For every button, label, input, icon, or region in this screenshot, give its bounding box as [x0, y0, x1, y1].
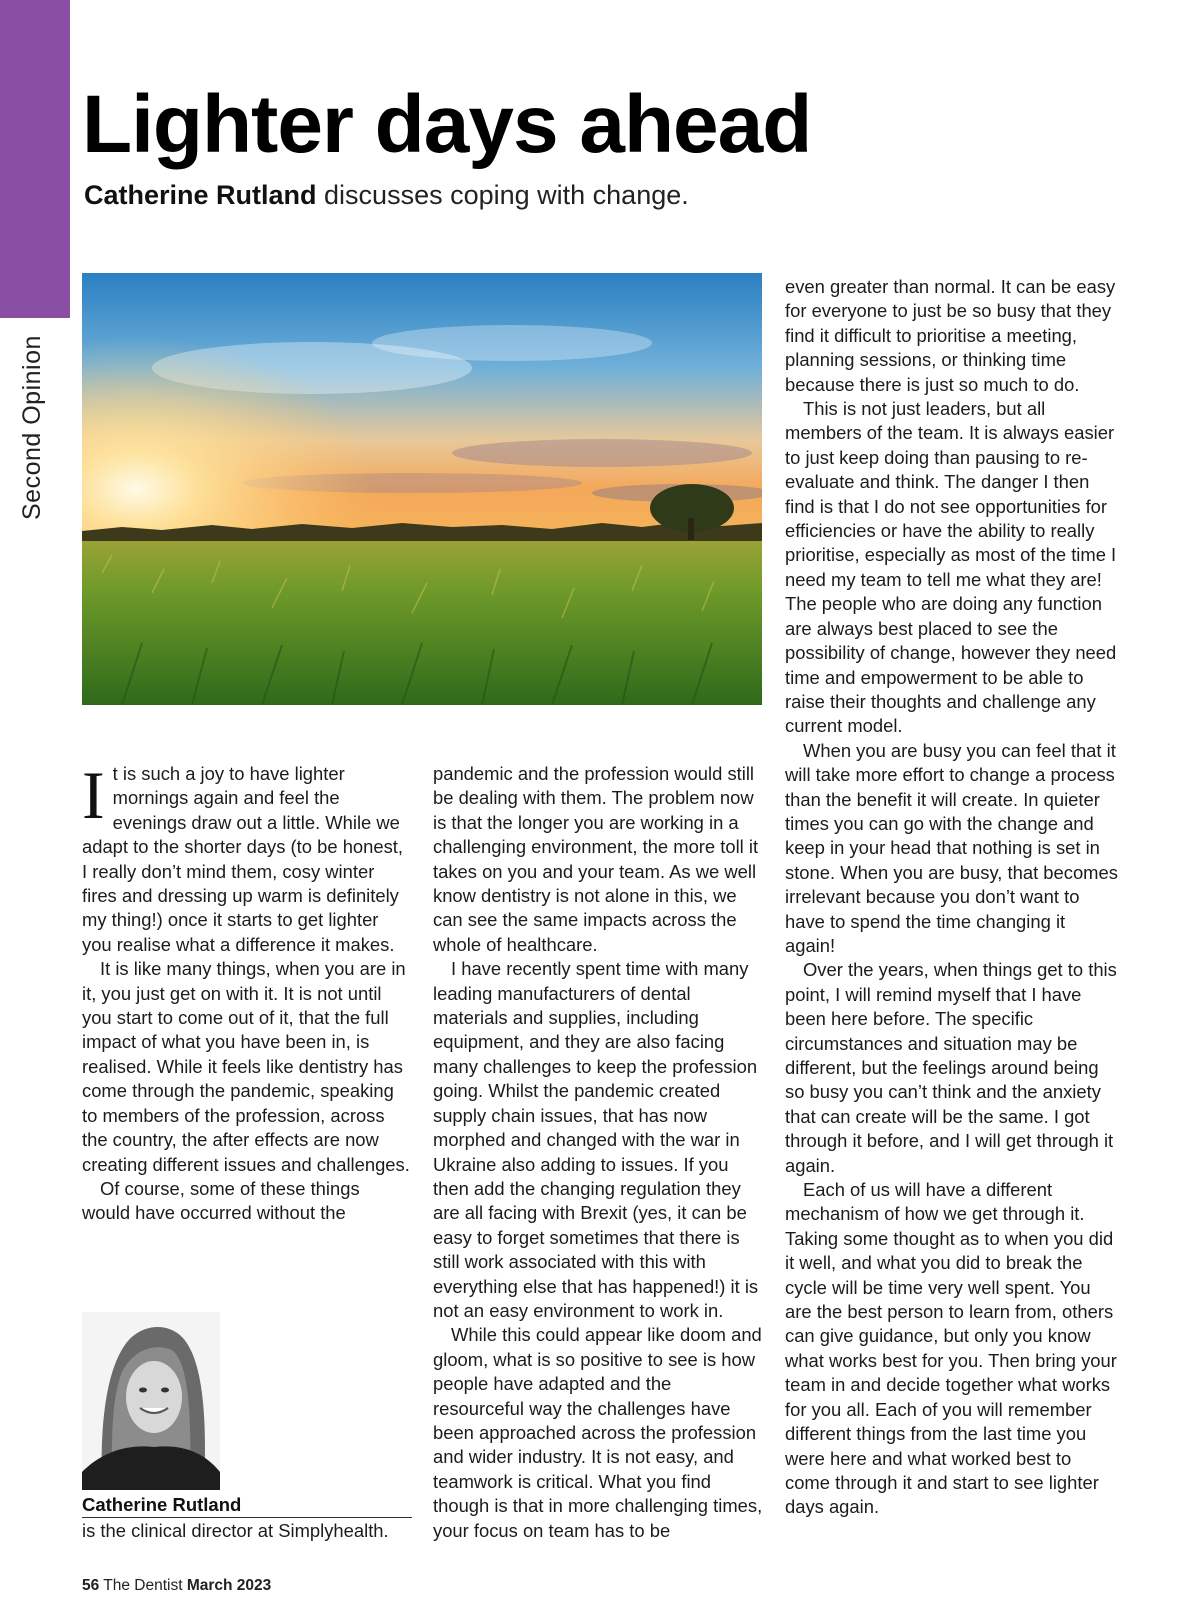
- section-label: Second Opinion: [18, 335, 46, 520]
- hero-image: [82, 273, 762, 705]
- author-portrait: [82, 1312, 220, 1490]
- standfirst-text: discusses coping with change.: [316, 180, 689, 210]
- paragraph: [82, 757, 410, 957]
- publication-name: The Dentist: [99, 1577, 187, 1594]
- bio-text: is the clinical director at Simplyhealth.: [82, 1520, 389, 1541]
- paragraph: This is not just leaders, but all members of the team. It is always easier to just keep doing than pausing to re-evaluate and think. The danger I then find is that I do not see opportunities for efficiencies or have the ability to really prioritise, especially as most of the time I need my team to tell me what they are! The people who are doing any function are always best placed to see the possibility of change, however they need time and empowerment to be able to raise their thoughts and challenge any current model.: [785, 398, 1117, 737]
- paragraph: It is like many things, when you are in it, you just get on with it. It is not until you start to come out of it, that the full impact of what you have been in, is realised. While it feels like dentistry has come through the pandemic, speaking to members of the profession, across the country, the after effects are now creating different issues and challenges.: [82, 958, 410, 1175]
- standfirst: [84, 180, 689, 211]
- paragraph: Of course, some of these things would have occurred without the: [82, 1177, 360, 1224]
- bio-name: Catherine Rutland: [82, 1494, 412, 1518]
- paragraph: even greater than normal. It can be easy for everyone to just be so busy that they find it difficult to prioritise a meeting, planning sessions, or thinking time because there is just so much to do.: [785, 276, 1116, 395]
- standfirst-author: Catherine Rutland: [84, 180, 317, 210]
- paragraph: Each of us will have a different mechanism of how we get through it. Taking some thought as to when you did it well, and what you did to break the cycle will be time very well spent. You are the best person to learn from, others can give guidance, but only you know what works best for you. Then bring your team in and decide together what works for you all. Each of you will remember different things from the last time you were here and what worked best to come through it and start to see lighter days again.: [785, 1179, 1117, 1518]
- drop-cap: I: [82, 757, 105, 833]
- paragraph: Over the years, when things get to this point, I will remind myself that I have been here before. The specific circumstances and situation may be different, but the feelings around being so busy you can’t think and the anxiety that can create will be the same. I got through it before, and I will get through it again.: [785, 959, 1117, 1176]
- article-column-2: [433, 762, 763, 1543]
- article-column-1: [82, 757, 410, 1226]
- paragraph: While this could appear like doom and gloom, what is so positive to see is how people have adapted and the resourceful way the challenges have been approached across the profession and wider industry. It is not easy, and teamwork is critical. What you find though is that in more challenging times, your focus on team has to be: [433, 1324, 763, 1541]
- article-column-3: [785, 275, 1120, 1520]
- section-color-bar: [0, 0, 70, 318]
- article-title: Lighter days ahead: [82, 79, 812, 170]
- paragraph: I have recently spent time with many leading manufacturers of dental materials and supplies, including equipment, and they are also facing many challenges to keep the profession going. Whilst the pandemic created supply chain issues, that has now morphed and changed with the war in Ukraine also adding to issues. If you then add the changing regulation they are all facing with Brexit (yes, it can be easy to forget sometimes that there is still work associated with this with everything else that has happened!) it is not an easy environment to work in.: [433, 958, 759, 1321]
- issue-date: March 2023: [186, 1577, 272, 1594]
- page-number: 56: [82, 1577, 100, 1594]
- paragraph: pandemic and the profession would still be dealing with them. The problem now is that the longer you are working in a challenging environment, the more toll it takes on you and your team. As we well know dentistry is not alone in this, we can see the same impacts across the whole of healthcare.: [433, 763, 759, 955]
- page-footer: [82, 1577, 271, 1595]
- paragraph-text: t is such a joy to have lighter mornings again and feel the evenings draw out a little. While we adapt to the shorter days (to be honest, I really don’t mind them, cosy winter fires and dressing up warm is definitely my thing!) once it starts to get lighter you realise what a difference it makes.: [82, 763, 404, 955]
- paragraph: When you are busy you can feel that it will take more effort to change a process than the benefit it will create. In quieter times you can go with the change and keep in your head that nothing is set in stone. When you are busy, that becomes irrelevant because you don’t want to have to spend the time changing it again!: [785, 739, 1118, 956]
